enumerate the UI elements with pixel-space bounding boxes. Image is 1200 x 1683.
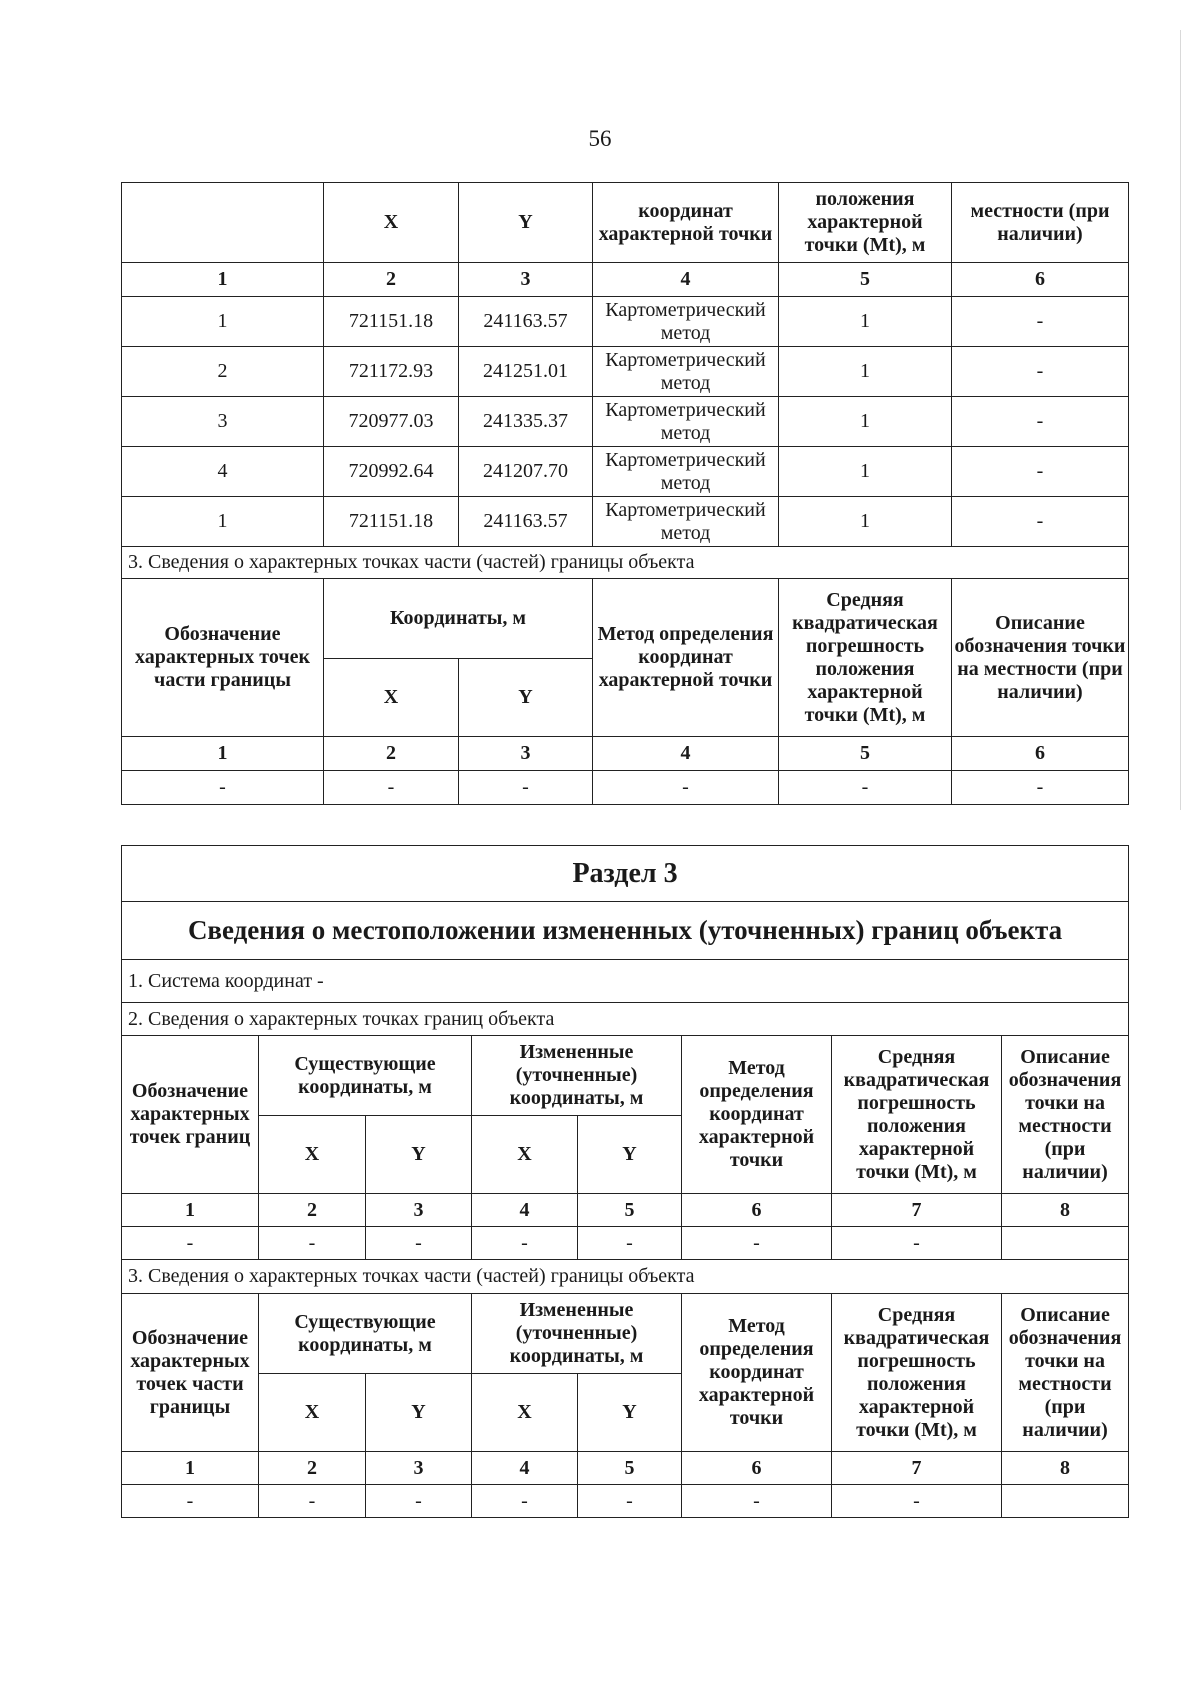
part-header-row [122, 1294, 1129, 1374]
point-designation: 1 [122, 297, 324, 347]
empty-value: - [259, 1227, 366, 1260]
column-number: 6 [682, 1452, 832, 1485]
table-row [122, 497, 1129, 547]
column-number: 3 [459, 737, 593, 771]
column-number: 1 [122, 1194, 259, 1227]
table-row [122, 397, 1129, 447]
column-number: 4 [593, 263, 779, 297]
column-number-row [122, 1452, 1129, 1485]
table-row [122, 347, 1129, 397]
method: Картометрический метод [593, 347, 779, 397]
column-number: 1 [122, 263, 324, 297]
part-title-row [122, 1260, 1129, 1294]
section-3-table [121, 845, 1129, 1518]
column-number: 4 [472, 1452, 578, 1485]
column-number: 5 [779, 263, 952, 297]
part-header-row [122, 579, 1129, 659]
method: Картометрический метод [593, 447, 779, 497]
coord-x: 721151.18 [324, 297, 459, 347]
point-designation: 1 [122, 497, 324, 547]
header-cell [122, 183, 324, 263]
header-error: Средняя квадратическая погрешность положения характерной точки (Mt), м [779, 579, 952, 737]
error-value: 1 [779, 397, 952, 447]
column-number: 8 [1002, 1452, 1129, 1485]
table-row [122, 1485, 1129, 1518]
error-value: 1 [779, 497, 952, 547]
header-designation: Обозначение характерных точек части границы [122, 579, 324, 737]
column-number: 2 [324, 737, 459, 771]
header-cell-description: местности (при наличии) [952, 183, 1129, 263]
coord-x: 721172.93 [324, 347, 459, 397]
boundary-points-table [121, 182, 1129, 805]
column-number: 6 [952, 263, 1129, 297]
header-x-existing: X [259, 1374, 366, 1452]
column-number: 1 [122, 1452, 259, 1485]
table-row [122, 447, 1129, 497]
empty-value: - [472, 1227, 578, 1260]
method: Картометрический метод [593, 297, 779, 347]
description: - [952, 297, 1129, 347]
empty-value: - [578, 1485, 682, 1518]
empty-value: - [779, 771, 952, 805]
header-x-changed: X [472, 1116, 578, 1194]
error-value: 1 [779, 347, 952, 397]
column-number: 2 [259, 1194, 366, 1227]
empty-value: - [952, 771, 1129, 805]
header-description: Описание обозначения точки на местности (при наличии) [952, 579, 1129, 737]
header-error: Средняя квадратическая погрешность положения характерной точки (Mt), м [832, 1036, 1002, 1194]
coord-x: 720977.03 [324, 397, 459, 447]
description: - [952, 397, 1129, 447]
description: - [952, 497, 1129, 547]
header-x-existing: X [259, 1116, 366, 1194]
header-description: Описание обозначения точки на местности (при наличии) [1002, 1036, 1129, 1194]
error-value: 1 [779, 297, 952, 347]
header-changed-coords: Измененные (уточненные) координаты, м [472, 1036, 682, 1116]
header-y-changed: Y [578, 1374, 682, 1452]
coord-y: 241335.37 [459, 397, 593, 447]
column-number: 8 [1002, 1194, 1129, 1227]
column-number: 1 [122, 737, 324, 771]
table-row [122, 1227, 1129, 1260]
header-method: Метод определения координат характерной точки [682, 1294, 832, 1452]
points-section-title: 2. Сведения о характерных точках границ объекта [122, 1003, 1129, 1036]
method: Картометрический метод [593, 497, 779, 547]
header-x: X [324, 659, 459, 737]
header-method: Метод определения координат характерной точки [593, 579, 779, 737]
header-method: Метод определения координат характерной точки [682, 1036, 832, 1194]
empty-value: - [122, 771, 324, 805]
coord-y: 241207.70 [459, 447, 593, 497]
header-y: Y [459, 659, 593, 737]
empty-value: - [832, 1227, 1002, 1260]
empty-value: - [682, 1227, 832, 1260]
column-number: 3 [459, 263, 593, 297]
column-number-row [122, 263, 1129, 297]
column-number: 5 [779, 737, 952, 771]
header-cell-method: координат характерной точки [593, 183, 779, 263]
part-section-title: 3. Сведения о характерных точках части (частей) границы объекта [122, 1260, 1129, 1294]
empty-value [1002, 1227, 1129, 1260]
header-existing-coords: Существующие координаты, м [259, 1036, 472, 1116]
column-number-row [122, 737, 1129, 771]
column-number: 3 [366, 1194, 472, 1227]
coord-y: 241251.01 [459, 347, 593, 397]
description: - [952, 447, 1129, 497]
description: - [952, 347, 1129, 397]
header-cell-error: положения характерной точки (Mt), м [779, 183, 952, 263]
coordinate-system: 1. Система координат - [122, 960, 1129, 1003]
column-number-row [122, 1194, 1129, 1227]
coord-y: 241163.57 [459, 297, 593, 347]
header-cell-y: Y [459, 183, 593, 263]
header-designation: Обозначение характерных точек части границы [122, 1294, 259, 1452]
coord-x: 720992.64 [324, 447, 459, 497]
empty-value: - [122, 1485, 259, 1518]
header-error: Средняя квадратическая погрешность положения характерной точки (Mt), м [832, 1294, 1002, 1452]
empty-value [1002, 1485, 1129, 1518]
table-row [122, 297, 1129, 347]
coord-system-row [122, 960, 1129, 1003]
empty-value: - [324, 771, 459, 805]
section-subtitle: Сведения о местоположении измененных (уточненных) границ объекта [122, 902, 1129, 960]
header-y-changed: Y [578, 1116, 682, 1194]
column-number: 7 [832, 1194, 1002, 1227]
header-description: Описание обозначения точки на местности (при наличии) [1002, 1294, 1129, 1452]
point-designation: 3 [122, 397, 324, 447]
empty-value: - [472, 1485, 578, 1518]
page-number: 56 [588, 126, 612, 151]
empty-value: - [122, 1227, 259, 1260]
column-number: 4 [472, 1194, 578, 1227]
column-number: 5 [578, 1452, 682, 1485]
part-title-row [122, 547, 1129, 579]
section-title: Раздел 3 [122, 846, 1129, 902]
header-existing-coords: Существующие координаты, м [259, 1294, 472, 1374]
empty-value: - [682, 1485, 832, 1518]
header-row [122, 1036, 1129, 1116]
column-number: 5 [578, 1194, 682, 1227]
point-designation: 4 [122, 447, 324, 497]
empty-value: - [259, 1485, 366, 1518]
header-designation: Обозначение характерных точек границ [122, 1036, 259, 1194]
column-number: 3 [366, 1452, 472, 1485]
point-designation: 2 [122, 347, 324, 397]
empty-value: - [593, 771, 779, 805]
method: Картометрический метод [593, 397, 779, 447]
column-number: 6 [952, 737, 1129, 771]
error-value: 1 [779, 447, 952, 497]
header-coordinates: Координаты, м [324, 579, 593, 659]
header-changed-coords: Измененные (уточненные) координаты, м [472, 1294, 682, 1374]
column-number: 4 [593, 737, 779, 771]
points-title-row [122, 1003, 1129, 1036]
header-y-existing: Y [366, 1374, 472, 1452]
header-y-existing: Y [366, 1116, 472, 1194]
part-section-title: 3. Сведения о характерных точках части (частей) границы объекта [122, 547, 1129, 579]
empty-value: - [366, 1485, 472, 1518]
section-subtitle-row [122, 902, 1129, 960]
column-number: 2 [259, 1452, 366, 1485]
empty-value: - [459, 771, 593, 805]
table-header-row [122, 183, 1129, 263]
scan-edge-line [1180, 30, 1181, 810]
table-row [122, 771, 1129, 805]
coord-x: 721151.18 [324, 497, 459, 547]
column-number: 2 [324, 263, 459, 297]
empty-value: - [578, 1227, 682, 1260]
section-title-row [122, 846, 1129, 902]
coord-y: 241163.57 [459, 497, 593, 547]
header-cell-x: X [324, 183, 459, 263]
column-number: 6 [682, 1194, 832, 1227]
header-x-changed: X [472, 1374, 578, 1452]
empty-value: - [832, 1485, 1002, 1518]
column-number: 7 [832, 1452, 1002, 1485]
empty-value: - [366, 1227, 472, 1260]
